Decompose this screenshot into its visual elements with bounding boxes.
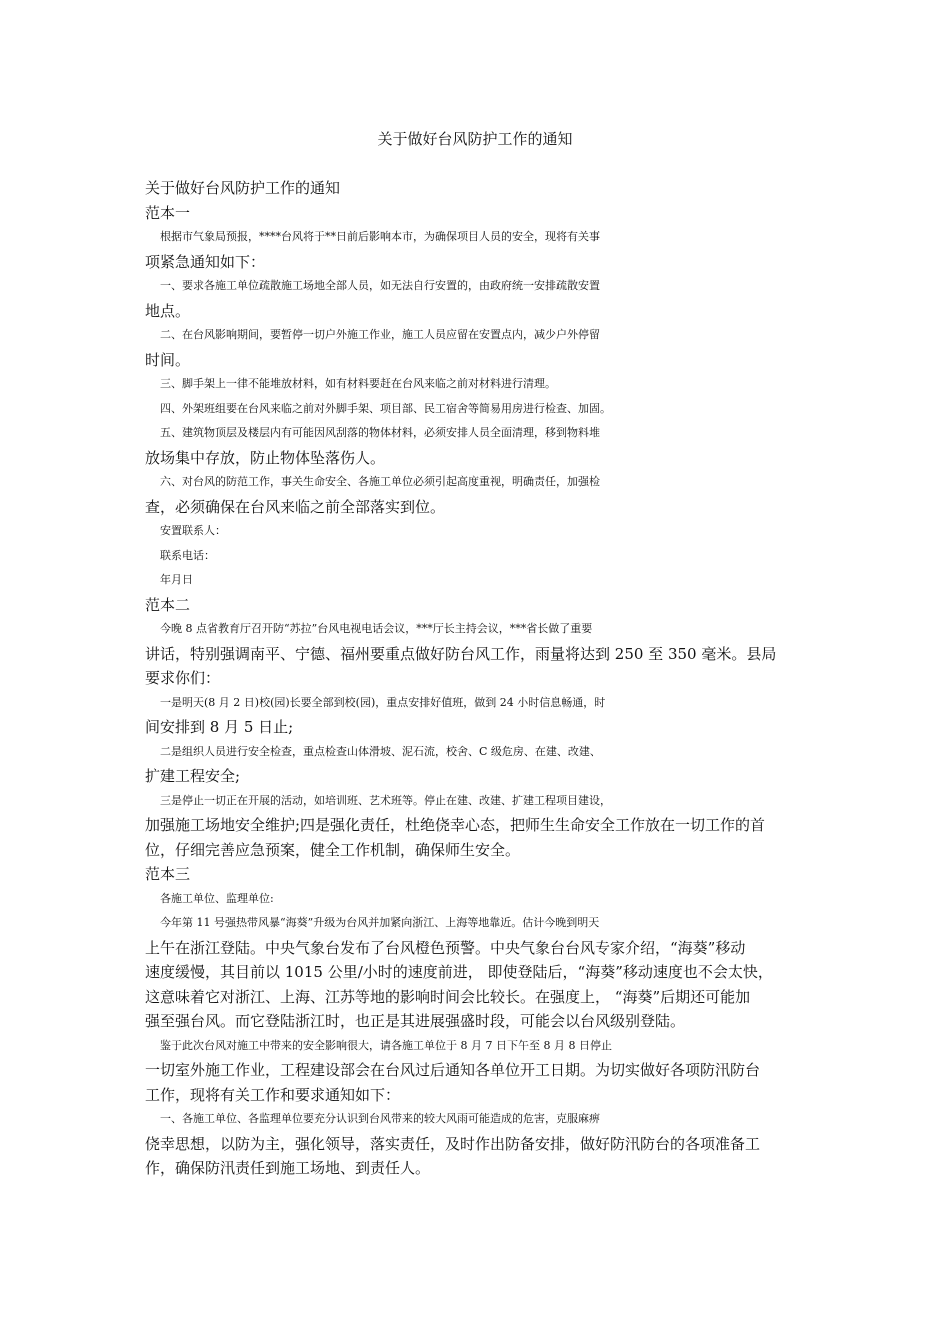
text-line: 四、外架班组要在台风来临之前对外脚手架、项目部、民工宿舍等简易用房进行检查、加固。 bbox=[160, 401, 611, 415]
text-line: 五、建筑物顶层及楼层内有可能因风刮落的物体材料，必须安排人员全面清理，移到物料堆 bbox=[160, 426, 600, 439]
text-line: 讲话，特别强调南平、宁德、福州要重点做好防台风工作，雨量将达到 250 至 350 毫米。县局 bbox=[145, 644, 777, 663]
text-line: 地点。 bbox=[145, 301, 191, 320]
text-line: 安置联系人： bbox=[160, 524, 226, 537]
text-line: 鉴于此次台风对施工中带来的安全影响很大，请各施工单位于 8 月 7 日下午至 8 月 8 日停止 bbox=[160, 1038, 612, 1052]
text-line: 一切室外施工作业，工程建设部会在台风过后通知各单位开工日期。为切实做好各项防汛防台 bbox=[145, 1061, 761, 1079]
text-line: 位，仔细完善应急预案，健全工作机制，确保师生安全。 bbox=[145, 840, 521, 859]
text-line: 二是组织人员进行安全检查，重点检查山体滑坡、泥石流，校舍、C 级危房、在建、改建、 bbox=[160, 744, 601, 758]
text-line: 这意味着它对浙江、上海、江苏等地的影响时间会比较长。在强度上， “海葵”后期还可能加 bbox=[145, 987, 751, 1006]
text-line: 三、脚手架上一律不能堆放材料，如有材料要赶在台风来临之前对材料进行清理。 bbox=[160, 377, 556, 390]
text-line: 上午在浙江登陆。中央气象台发布了台风橙色预警。中央气象台台风专家介绍，“海葵”移动 bbox=[145, 938, 746, 957]
text-line: 年月日 bbox=[160, 573, 193, 586]
text-line: 一是明天(8 月 2 日)校(园)长要全部到校(园)，重点安排好值班，做到 24 小时信息畅通，时 bbox=[160, 695, 606, 709]
text-line: 六、对台风的防范工作，事关生命安全、各施工单位必须引起高度重视，明确责任，加强检 bbox=[160, 475, 600, 488]
text-line: 今晚 8 点省教育厅召开防“苏拉”台风电视电话会议，***厅长主持会议，***省长做了重要 bbox=[160, 622, 593, 635]
text-line: 关于做好台风防护工作的通知 bbox=[145, 179, 341, 197]
text-line: 项紧急通知如下： bbox=[145, 252, 266, 271]
text-line: 侥幸思想，以防为主，强化领导，落实责任，及时作出防备安排，做好防汛防台的各项准备工 bbox=[145, 1134, 761, 1153]
text-line: 放场集中存放，防止物体坠落伤人。 bbox=[145, 448, 386, 467]
text-line: 时间。 bbox=[145, 350, 191, 369]
text-line: 根据市气象局预报，****台风将于**日前后影响本市，为确保项目人员的安全，现将有关事 bbox=[160, 230, 600, 243]
text-line: 各施工单位、监理单位: bbox=[160, 891, 274, 905]
text-line: 范本一 bbox=[145, 203, 191, 222]
document-body bbox=[145, 176, 810, 1181]
document-title: 关于做好台风防护工作的通知 bbox=[377, 130, 573, 148]
text-line: 联系电话： bbox=[160, 548, 215, 562]
text-line: 速度缓慢，其目前以 1015 公里/小时的速度前进， 即使登陆后，“海葵”移动速度也不会太快， bbox=[145, 963, 773, 981]
text-line: 扩建工程安全; bbox=[145, 767, 241, 785]
text-line: 作，确保防汛责任到施工场地、到责任人。 bbox=[145, 1159, 431, 1177]
text-line: 范本二 bbox=[145, 595, 191, 614]
text-line: 加强施工场地安全维护;四是强化责任，杜绝侥幸心态，把师生生命安全工作放在一切工作的首 bbox=[145, 816, 766, 834]
text-line: 二、在台风影响期间，要暂停一切户外施工作业，施工人员应留在安置点内，减少户外停留 bbox=[160, 328, 600, 341]
text-line: 要求你们： bbox=[145, 669, 221, 687]
text-line: 工作，现将有关工作和要求通知如下： bbox=[145, 1085, 401, 1104]
text-line: 强至强台风。而它登陆浙江时，也正是其进展强盛时段，可能会以台风级别登陆。 bbox=[145, 1012, 686, 1030]
text-line: 三是停止一切正在开展的活动，如培训班、艺术班等。停止在建、改建、扩建工程项目建设， bbox=[160, 793, 611, 807]
text-line: 间安排到 8 月 5 日止; bbox=[145, 718, 294, 736]
text-line: 一、要求各施工单位疏散施工场地全部人员，如无法自行安置的，由政府统一安排疏散安置 bbox=[160, 279, 600, 292]
text-line: 范本三 bbox=[145, 865, 191, 883]
text-line: 一、各施工单位、各监理单位要充分认识到台风带来的较大风雨可能造成的危害，克服麻痹 bbox=[160, 1112, 600, 1125]
text-line: 今年第 11 号强热带风暴“海葵”升级为台风并加紧向浙江、上海等地靠近。估计今晚到明天 bbox=[160, 916, 600, 929]
text-line: 查，必须确保在台风来临之前全部落实到位。 bbox=[145, 497, 446, 516]
